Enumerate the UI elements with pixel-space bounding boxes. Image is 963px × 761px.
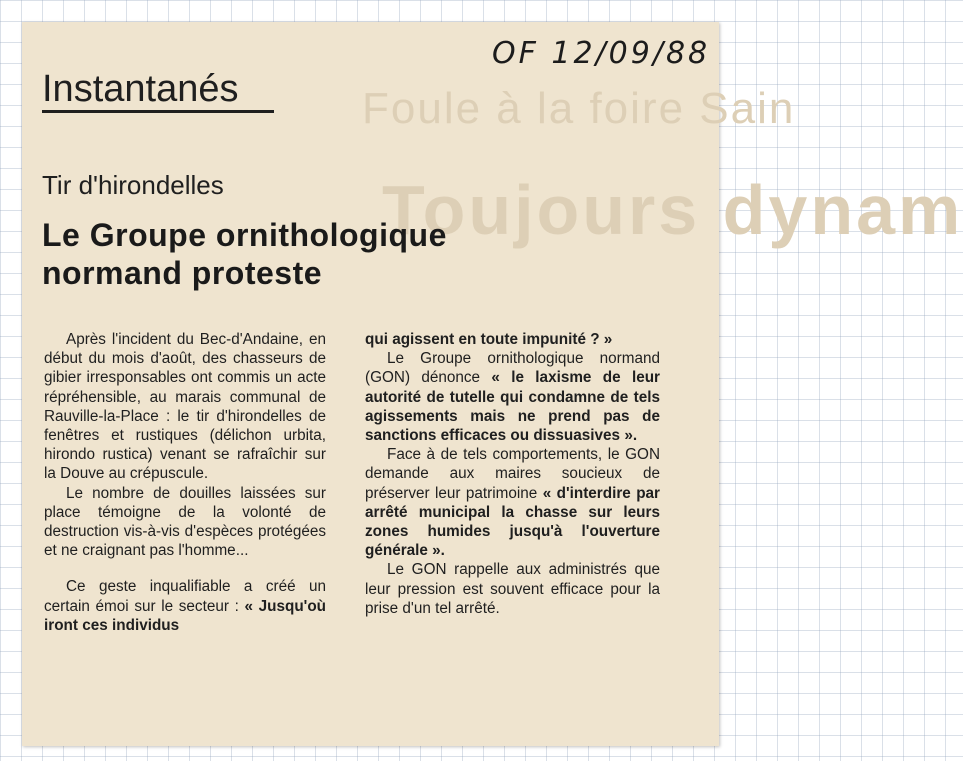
paragraph [365, 349, 660, 445]
paragraph-text: Ce geste inqualifiable a créé un certain émoi sur le secteur : [44, 578, 326, 615]
paragraph-text: Face à de tels comportements, le GON demande aux maires soucieux de préserver leur patrimoine [365, 446, 660, 502]
rubric-underline [42, 110, 274, 113]
paragraph: Après l'incident du Bec-d'Andaine, en début du mois d'août, des chasseurs de gibier irresponsables ont commis un acte répréhensible, au marais communal de Rauville-la-Place : le tir d'hirondelles de fenêtres et rustiques (délichon urbita, hirondo rustica) venant se rafraîchir sur la Douve au crépuscule. [44, 331, 326, 483]
bleed-through-text-1: Foule à la foire Sain [362, 84, 796, 133]
article-headline [42, 216, 447, 292]
section-rubric: Instantanés [42, 68, 239, 110]
headline-line-2: normand proteste [42, 255, 323, 291]
paragraph: Le GON rappelle aux administrés que leur pression est souvent efficace pour la prise d'un tel arrêté. [365, 561, 660, 617]
newspaper-clipping [22, 22, 963, 746]
paragraph [44, 577, 326, 635]
handwritten-date-note: OF 12/09/88 [492, 36, 711, 71]
paragraph [365, 445, 660, 560]
bleed-through-text-2: Toujours dynam [382, 171, 963, 249]
quote-bold: « d'interdire par arrêté municipal la chasse sur leurs zones humides jusqu'à l'ouverture générale ». [365, 484, 660, 560]
quote-bold: « Jusqu'où iront ces individus [44, 597, 327, 634]
quote-bold: « le laxisme de leur autorité de tutelle qui condamne de tels agissements mais ne prend pas de sanctions efficaces ou dissuasives ». [365, 369, 660, 445]
article-column-2 [365, 330, 660, 618]
article-column-1 [44, 330, 326, 635]
headline-line-1: Le Groupe ornithologique [42, 217, 447, 253]
paragraph-text: Le Groupe ornithologique normand (GON) dénonce [365, 350, 660, 387]
paragraph: Le nombre de douilles laissées sur place témoigne de la volonté de destruction vis-à-vis d'espèces protégées et ne craignant pas l'homme... [44, 484, 326, 560]
quote-bold: qui agissent en toute impunité ? » [365, 331, 613, 348]
article-kicker: Tir d'hirondelles [42, 170, 224, 200]
